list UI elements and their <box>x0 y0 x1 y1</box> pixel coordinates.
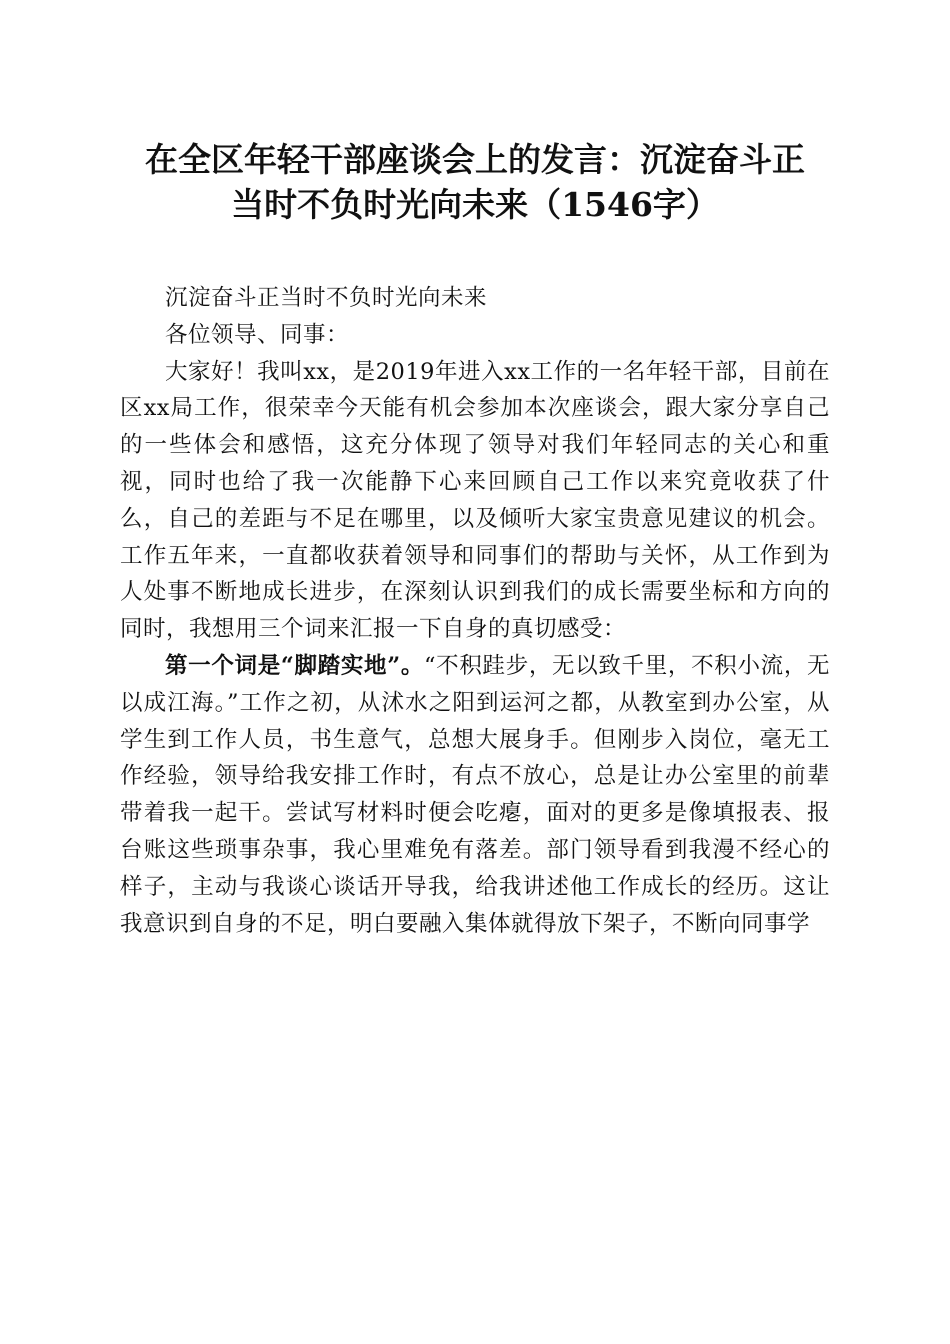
paragraph-intro: 大家好！我叫xx，是2019年进入xx工作的一名年轻干部，目前在区xx局工作，很荣幸今天能有机会参加本次座谈会，跟大家分享自己的一些体会和感悟，这充分体现了领导对我们年轻同志的关心和重视，同时也给了我一次能静下心来回顾自己工作以来究竟收获了什么，自己的差距与不足在哪里，以及倾听大家宝贵意见建议的机会。工作五年来，一直都收获着领导和同事们的帮助与关怀，从工作到为人处事不断地成长进步，在深刻认识到我们的成长需要坐标和方向的同时，我想用三个词来汇报一下自身的真切感受： <box>120 358 830 643</box>
document-title <box>110 137 840 227</box>
salutation: 各位领导、同事： <box>165 321 350 348</box>
title-line-1: 在全区年轻干部座谈会上的发言：沉淀奋斗正 <box>145 140 805 179</box>
subtitle: 沉淀奋斗正当时不负时光向未来 <box>165 285 488 311</box>
document-body <box>120 280 830 942</box>
paragraph-first-word <box>120 648 830 942</box>
paragraph-body-text: “不积跬步，无以致千里，不积小流，无以成江海。”工作之初，从沭水之阳到运河之都，从教室到办公室，从学生到工作人员，书生意气，总想大展身手。但刚步入岗位，毫无工作经验，领导给我安排工作时，有点不放心，总是让办公室里的前辈带着我一起干。尝试写材料时便会吃瘪，面对的更多是像填报表、报台账这些琐事杂事，我心里难免有落差。部门领导看到我漫不经心的样子，主动与我谈心谈话开导我，给我讲述他工作成长的经历。这让我意识到自身的不足，明白要融入集体就得放下架子，不断向同事学 <box>120 652 830 937</box>
title-line-2: 当时不负时光向未来（1546字） <box>231 185 719 224</box>
paragraph-lead-heading: 第一个词是“脚踏实地”。 <box>165 652 424 679</box>
